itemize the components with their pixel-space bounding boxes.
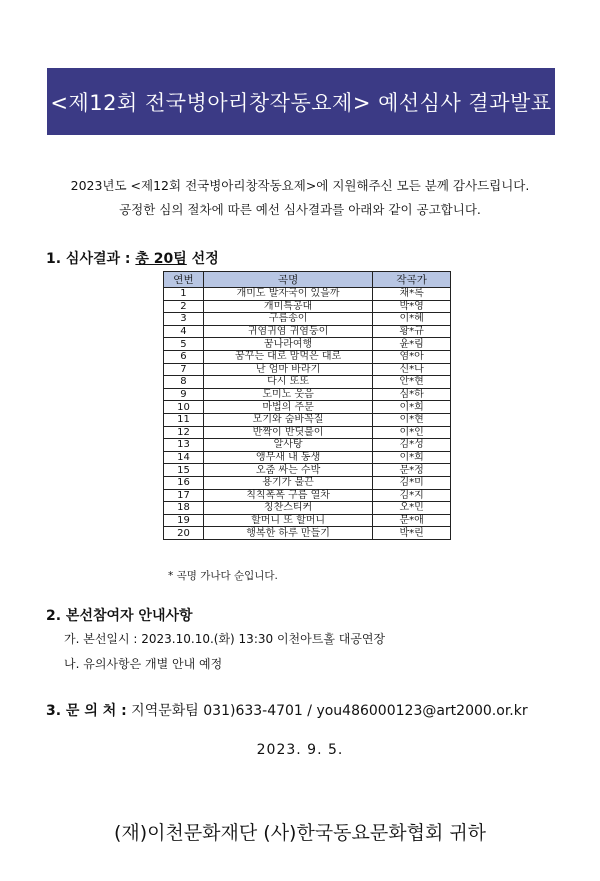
row-number: 8 [164, 376, 204, 389]
row-number: 19 [164, 514, 204, 527]
row-composer: 김*성 [373, 439, 451, 452]
row-number: 4 [164, 325, 204, 338]
row-song-title: 칭찬스티커 [203, 502, 372, 515]
row-composer: 문*정 [373, 464, 451, 477]
table-row [164, 426, 451, 439]
row-number: 16 [164, 476, 204, 489]
row-number: 12 [164, 426, 204, 439]
row-song-title: 개미특공대 [203, 300, 372, 313]
row-composer: 이*현 [373, 413, 451, 426]
issuer-footer: (재)이천문화재단 (사)한국동요문화협회 귀하 [113, 822, 487, 844]
row-number: 13 [164, 439, 204, 452]
results-table-body [164, 288, 451, 540]
row-number: 2 [164, 300, 204, 313]
row-number: 18 [164, 502, 204, 515]
table-row [164, 350, 451, 363]
results-table [163, 271, 451, 540]
row-composer: 염*아 [373, 350, 451, 363]
table-row [164, 401, 451, 414]
row-composer: 신*나 [373, 363, 451, 376]
table-row [164, 464, 451, 477]
row-song-title: 도미노 웃음 [203, 388, 372, 401]
row-song-title: 할머니 또 할머니 [203, 514, 372, 527]
table-row [164, 300, 451, 313]
row-song-title: 칙칙폭폭 구름 열차 [203, 489, 372, 502]
row-composer: 김*지 [373, 489, 451, 502]
row-song-title: 꿈나라여행 [203, 338, 372, 351]
row-number: 15 [164, 464, 204, 477]
row-number: 1 [164, 288, 204, 301]
table-row [164, 388, 451, 401]
contact-value: 지역문화팀 031)633-4701 / you486000123@art2000.or.kr [126, 703, 528, 719]
table-row [164, 376, 451, 389]
row-song-title: 오줌 싸는 수박 [203, 464, 372, 477]
row-composer: 김*미 [373, 476, 451, 489]
row-composer: 심*하 [373, 388, 451, 401]
row-number: 11 [164, 413, 204, 426]
announcement-date: 2023. 9. 5. [256, 742, 344, 758]
row-composer: 박*린 [373, 527, 451, 540]
table-row [164, 338, 451, 351]
row-composer: 황*규 [373, 325, 451, 338]
row-composer: 오*민 [373, 502, 451, 515]
table-row [164, 502, 451, 515]
row-composer: 채*록 [373, 288, 451, 301]
section-results-total: 총 20팀 [135, 251, 187, 267]
table-row [164, 451, 451, 464]
row-song-title: 용기가 불끈 [203, 476, 372, 489]
row-number: 14 [164, 451, 204, 464]
row-number: 3 [164, 313, 204, 326]
row-song-title: 알사탕 [203, 439, 372, 452]
section-results-label: 1. 심사결과 : [46, 251, 136, 267]
section-results-suffix: 선정 [186, 251, 219, 267]
row-song-title: 행복한 하루 만들기 [203, 527, 372, 540]
contact-label: 3. 문 의 처 : [46, 703, 127, 719]
row-composer: 이*희 [373, 401, 451, 414]
table-row [164, 325, 451, 338]
sort-note: * 곡명 가나다 순입니다. [168, 570, 278, 582]
results-table-header-row [164, 272, 451, 288]
intro-line-2: 공정한 심의 절차에 따른 예선 심사결과를 아래와 같이 공고합니다. [119, 202, 481, 217]
row-composer: 이*인 [373, 426, 451, 439]
row-number: 5 [164, 338, 204, 351]
row-composer: 이*희 [373, 451, 451, 464]
table-row [164, 489, 451, 502]
row-song-title: 귀염귀염 귀염둥이 [203, 325, 372, 338]
row-number: 9 [164, 388, 204, 401]
row-song-title: 개미도 발자국이 있을까 [203, 288, 372, 301]
row-number: 20 [164, 527, 204, 540]
row-number: 6 [164, 350, 204, 363]
header-song-title: 곡명 [203, 272, 372, 288]
row-number: 17 [164, 489, 204, 502]
table-row [164, 476, 451, 489]
row-song-title: 모기와 숨바꼭질 [203, 413, 372, 426]
section-finalist-info-heading: 2. 본선참여자 안내사항 [46, 608, 193, 624]
row-composer: 안*현 [373, 376, 451, 389]
header-composer: 작곡가 [373, 272, 451, 288]
finals-notice: 나. 유의사항은 개별 안내 예정 [64, 657, 223, 671]
row-song-title: 구름송이 [203, 313, 372, 326]
intro-line-1: 2023년도 <제12회 전국병아리창작동요제>에 지원해주신 모든 분께 감사드립니다. [70, 178, 530, 193]
table-row [164, 288, 451, 301]
page-title [47, 68, 555, 135]
row-song-title: 다시 또또 [203, 376, 372, 389]
table-row [164, 527, 451, 540]
row-composer: 문*애 [373, 514, 451, 527]
row-number: 7 [164, 363, 204, 376]
row-song-title: 꿈꾸는 대로 맘먹은 대로 [203, 350, 372, 363]
table-row [164, 313, 451, 326]
row-composer: 박*영 [373, 300, 451, 313]
row-song-title: 앵무새 내 동생 [203, 451, 372, 464]
row-composer: 윤*림 [373, 338, 451, 351]
row-song-title: 마법의 주문 [203, 401, 372, 414]
row-number: 10 [164, 401, 204, 414]
row-composer: 이*혜 [373, 313, 451, 326]
section-results-heading [46, 248, 219, 268]
row-song-title: 반짝이 반딧불이 [203, 426, 372, 439]
table-row [164, 514, 451, 527]
table-row [164, 363, 451, 376]
header-number: 연번 [164, 272, 204, 288]
row-song-title: 난 엄마 바라기 [203, 363, 372, 376]
finals-schedule: 가. 본선일시 : 2023.10.10.(화) 13:30 이천아트홀 대공연장 [64, 632, 386, 646]
table-row [164, 413, 451, 426]
contact-line [46, 700, 528, 720]
table-row [164, 439, 451, 452]
page-title-text: <제12회 전국병아리창작동요제> 예선심사 결과발표 [50, 90, 552, 115]
